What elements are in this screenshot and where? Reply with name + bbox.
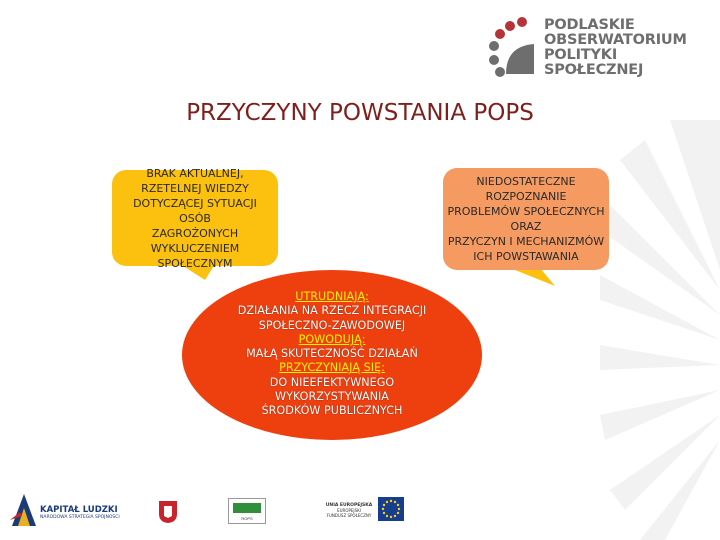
kapital-ludzki-logo-icon	[10, 492, 38, 528]
effect-label-contribute: PRZYCZYNIAJĄ SIĘ:	[279, 361, 385, 375]
cause-box-right	[443, 168, 609, 270]
kapital-ludzki-text	[40, 505, 120, 520]
left-box-line: ZAGROŻONYCH	[151, 226, 239, 240]
eu-sub1: EUROPEJSKI	[337, 508, 361, 513]
effect-text: DO NIEEFEKTYWNEGO	[269, 375, 395, 389]
right-box-line: NIEDOSTATECZNE	[476, 175, 576, 188]
right-box-line: PROBLEMÓW SPOŁECZNYCH	[447, 205, 605, 218]
right-box-line: ORAZ	[510, 220, 542, 233]
eu-sub2: FUNDUSZ SPOŁECZNY	[326, 513, 372, 518]
kapital-ludzki-title: KAPITAŁ LUDZKI	[40, 505, 118, 515]
effect-text: MAŁĄ SKUTECZNOŚĆ DZIAŁAŃ	[246, 347, 418, 361]
rops-logo-text: ROPS	[241, 516, 253, 521]
left-box-line: RZETELNEJ WIEDZY	[141, 181, 249, 195]
logo-line-3: POLITYKI	[544, 47, 618, 63]
page-title: PRZYCZYNY POWSTANIA POPS	[186, 100, 534, 126]
eu-title: UNIA EUROPEJSKA	[325, 503, 373, 508]
right-box-line: ICH POWSTAWANIA	[473, 250, 579, 263]
effects-text	[232, 290, 432, 419]
logo-line-4: SPOŁECZNEJ	[544, 62, 644, 78]
left-box-line: WYKLUCZENIEM SPOŁECZNYM	[150, 241, 240, 270]
right-box-line: ROZPOZNANIE	[485, 190, 567, 203]
effect-label-cause: POWODUJĄ:	[298, 332, 366, 346]
right-box-line: PRZYCZYN I MECHANIZMÓW	[447, 235, 605, 248]
kapital-ludzki-subtitle: NARODOWA STRATEGIA SPÓJNOŚCI	[40, 515, 120, 520]
effect-text: ŚRODKÓW PUBLICZNYCH	[261, 404, 403, 418]
podlaskie-crest-icon	[158, 500, 178, 524]
logo-line-2: OBSERWATORIUM	[544, 32, 687, 48]
left-box-line: BRAK AKTUALNEJ,	[146, 166, 244, 180]
effect-text: DZIAŁANIA NA RZECZ INTEGRACJI	[237, 304, 427, 318]
rops-logo	[228, 498, 266, 524]
eu-text	[322, 503, 376, 518]
effect-text: WYKORZYSTYWANIA	[275, 390, 389, 404]
rops-logo-mark	[233, 503, 261, 513]
effect-text: SPOŁECZNO-ZAWODOWEJ	[258, 318, 406, 332]
left-box-line: DOTYCZĄCEJ SYTUACJI OSÓB	[133, 196, 257, 225]
eu-flag-icon	[378, 497, 404, 521]
logo-line-1: PODLASKIE	[544, 17, 635, 33]
right-callout-tail	[510, 268, 555, 286]
cause-box-left	[112, 166, 278, 270]
effect-label-hinder: UTRUDNIAJĄ:	[295, 290, 369, 303]
